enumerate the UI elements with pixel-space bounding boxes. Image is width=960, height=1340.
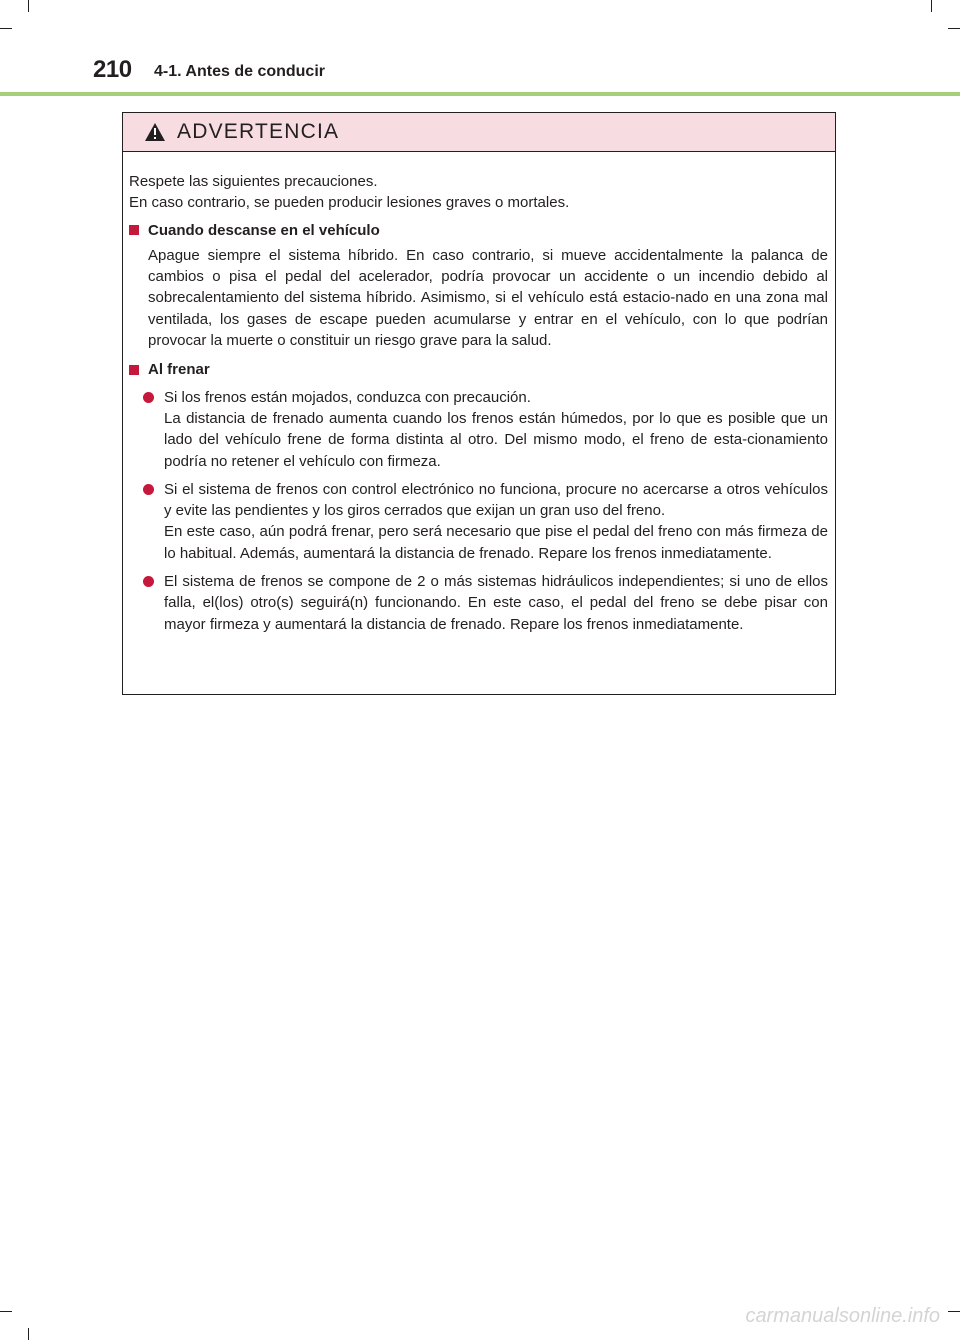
crop-mark	[948, 28, 960, 29]
header-rule	[0, 92, 960, 96]
bullet-text: En este caso, aún podrá frenar, pero será necesario que pise el pedal del freno con más firmeza de lo habitual. Además, aumentará la distancia de frenado. Repare los frenos inmediatamente.	[164, 523, 828, 562]
bullet-text: La distancia de frenado aumenta cuando los frenos están húmedos, por lo que es posible que un lado del vehículo frene de forma distinta al otro. Del mismo modo, el freno de esta-cionamiento podría no retener el vehículo con firmeza.	[164, 409, 828, 470]
section-heading-text: Al frenar	[148, 361, 210, 379]
square-bullet-icon	[129, 225, 139, 235]
square-bullet-icon	[129, 365, 139, 375]
round-bullet-icon	[143, 392, 154, 403]
bullet-lead: Si el sistema de frenos con control electrónico no funciona, procure no acercarse a otros vehículos y evite las pendientes y los giros cerrados que exijan un gran uso del freno.	[164, 480, 828, 520]
footer-watermark: carmanualsonline.info	[745, 1305, 940, 1327]
intro-line: En caso contrario, se pueden producir lesiones graves o mortales.	[129, 194, 570, 212]
crop-mark	[948, 1311, 960, 1312]
crop-mark	[0, 28, 12, 29]
bullet-item	[164, 387, 828, 472]
warning-box	[122, 112, 836, 695]
section-heading	[129, 220, 828, 241]
round-bullet-icon	[143, 576, 154, 587]
intro-line: Respete las siguientes precauciones.	[129, 173, 378, 190]
section-heading	[129, 359, 828, 380]
warning-triangle-icon	[144, 122, 166, 142]
warning-title: ADVERTENCIA	[177, 120, 340, 143]
page-number: 210	[93, 56, 132, 83]
round-bullet-icon	[143, 484, 154, 495]
warning-body	[123, 152, 835, 635]
bullet-item	[164, 479, 828, 564]
section-title: 4-1. Antes de conducir	[154, 63, 325, 80]
crop-mark	[931, 0, 932, 12]
crop-mark	[28, 0, 29, 12]
bullet-lead: El sistema de frenos se compone de 2 o más sistemas hidráulicos independientes; si uno de ellos falla, el(los) otro(s) seguirá(n) funcionando. En este caso, el pedal del freno se debe pisar con mayor firmeza y aumentará la distancia de frenado. Repare los frenos inmediatamente.	[164, 573, 828, 633]
warning-intro	[129, 171, 828, 214]
warning-header	[123, 113, 835, 152]
section-heading-text: Cuando descanse en el vehículo	[148, 221, 380, 239]
crop-mark	[0, 1311, 12, 1312]
crop-mark	[28, 1328, 29, 1340]
section-paragraph: Apague siempre el sistema híbrido. En caso contrario, si mueve accidentalmente la palanca de cambios o pisa el pedal del acelerador, podría provocar un accidente o un incendio debido al sobrecalentamiento del sistema híbrido. Asimismo, si el vehículo está estacio-nado en una zona mal ventilada, los gases de escape pueden acumularse y entrar en el vehículo, con lo que podrían provocar la muerte o constituir un riesgo grave para la salud.	[148, 246, 828, 350]
bullet-lead: Si los frenos están mojados, conduzca con precaución.	[164, 388, 531, 406]
bullet-item	[164, 571, 828, 635]
